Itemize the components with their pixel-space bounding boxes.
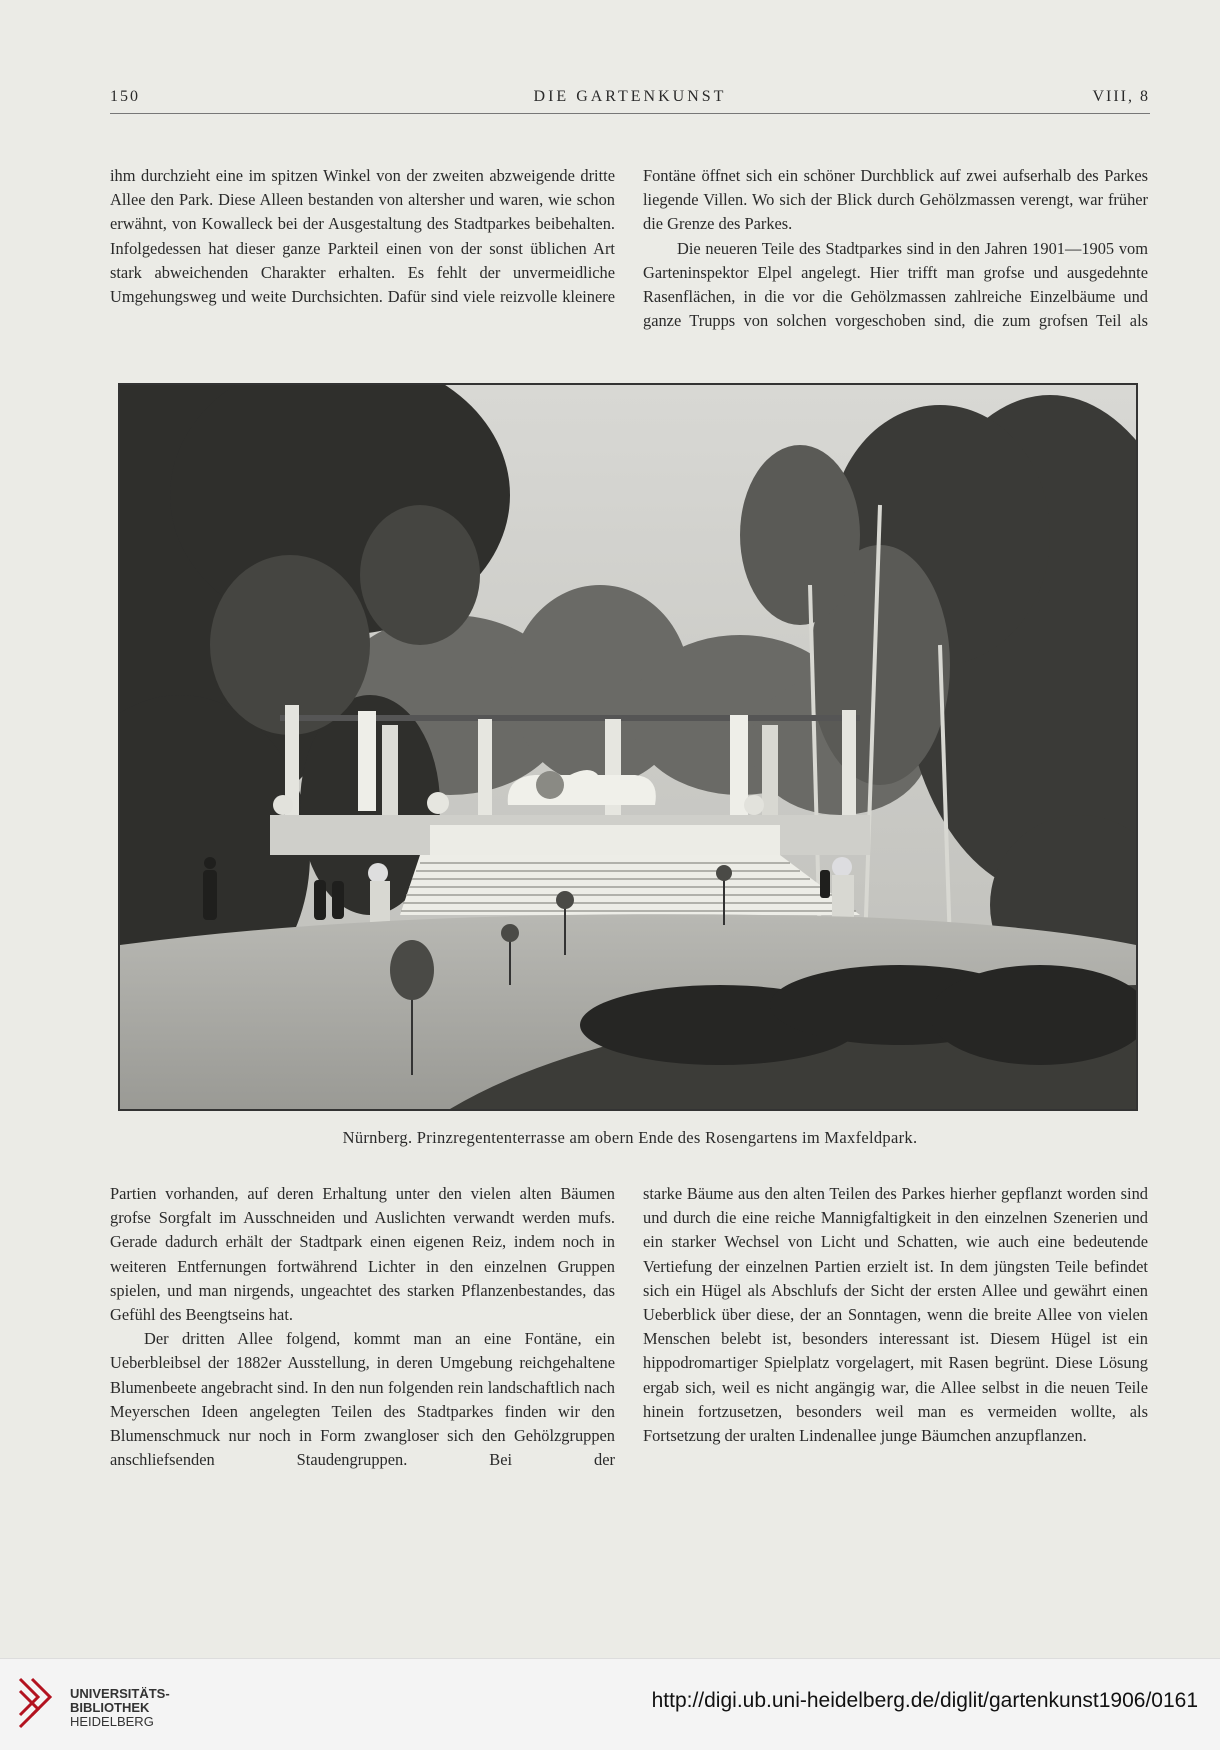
volume-issue: VIII, 8: [1092, 88, 1150, 105]
journal-title: DIE GARTENKUNST: [533, 88, 727, 105]
library-name: [70, 1687, 170, 1729]
top-right-column: [643, 164, 1148, 333]
permalink-url[interactable]: http://digi.ub.uni-heidelberg.de/diglit/gartenkunst1906/0161: [651, 1689, 1198, 1712]
page-number: 150: [110, 88, 140, 105]
paragraph: ihm durchzieht eine im spitzen Winkel von der zweiten abzweigende dritte Allee den Park. Diese Alleen bestanden von altersher und waren, wie schon erwähnt, von Kowalleck bei der Ausgestaltung des Stadtparkes beibehalten. Infolgedessen hat dieser ganze Parkteil einen von der sonst üblichen Art stark abweichenden Charakter erhalten. Es fehlt der unvermeidliche Umgehungsweg und weite Durchsichten. Dafür sind viele reizvolle kleinere: [110, 166, 615, 307]
figure-caption: Nürnberg. Prinzregententerrasse am obern Ende des Rosengartens im Maxfeldpark.: [342, 1128, 918, 1147]
library-name-line: BIBLIOTHEK: [70, 1700, 150, 1715]
paragraph: Der dritten Allee folgend, kommt man an eine Fontäne, ein Ueberbleibsel der 1882er Ausstellung, in deren Umgebung reichgehaltene Blumenbeete angebracht sind. In den nun folgenden rein landschaftlich nach Meyerschen Ideen angelegten Teilen des Stadtparkes finden wir den Blumenschmuck nur noch in Form zwangloser sich den Gehölzgruppen anschliefsenden Staudengruppen. Bei der: [110, 1329, 615, 1470]
digitization-footer: [0, 1658, 1220, 1750]
library-logo-icon: [14, 1675, 60, 1733]
photograph: [118, 383, 1138, 1111]
paragraph: Die neueren Teile des Stadtparkes sind in den Jahren 1901—1905 vom Garteninspektor Elpel angelegt. Hier trifft man grofse und ausgedehnte Rasenflächen, in die vor die Gehölzmassen zahlreiche Einzelbäume und ganze Trupps von solchen vorgeschoben sind, die zum grofsen Teil als: [643, 238, 1148, 331]
terrace-photo-svg: [120, 385, 1136, 1109]
library-name-line: HEIDELBERG: [70, 1714, 154, 1729]
paragraph: Fontäne öffnet sich ein schöner Durchblick auf zwei aufserhalb des Parkes liegende Villen. Wo sich der Blick durch Gehölzmassen verengt, war früher die Grenze des Parkes.: [643, 166, 1148, 234]
bottom-left-column: [110, 1182, 615, 1472]
paragraph: starke Bäume aus den alten Teilen des Parkes hierher gepflanzt worden sind und durch die eine reiche Mannigfaltigkeit in den einzelnen Szenerien und ein starker Wechsel von Licht und Schatten, wie auch eine bedeutende Vertiefung der einzelnen Partien erzielt ist. In dem jüngsten Teile befindet sich ein Hügel als Abschlufs der Sicht der ersten Allee und gewährt einen Ueberblick über diese, der an Sonntagen, wenn die breite Allee von vielen Menschen belebt ist, besonders interessant ist. Diesem Hügel ist ein hippodromartiger Spielplatz vorgelagert, mit Rasen begrünt. Diese Lösung ergab sich, weil es nicht angängig war, die Allee selbst in die neuen Teile hinein fortzusetzen, besonders weil man es vermeiden wollte, als Fortsetzung der uralten Lindenallee junge Bäumchen anzupflanzen.: [643, 1184, 1148, 1446]
running-header: [110, 83, 1150, 114]
paragraph: Partien vorhanden, auf deren Erhaltung unter den vielen alten Bäumen grofse Sorgfalt im Ausschneiden und Auslichten verwandt werden mufs. Gerade dadurch erhält der Stadtpark einen eigenen Reiz, indem noch in weiteren Entfernungen fortwährend Lichter in den einzelnen Gruppen spielen, und man nirgends, ungeachtet des starken Pflanzenbestandes, das Gefühl des Beengtseins hat.: [110, 1184, 615, 1325]
top-left-column: [110, 164, 615, 309]
library-name-line: UNIVERSITÄTS-: [70, 1686, 170, 1701]
bottom-right-column: [643, 1182, 1148, 1448]
